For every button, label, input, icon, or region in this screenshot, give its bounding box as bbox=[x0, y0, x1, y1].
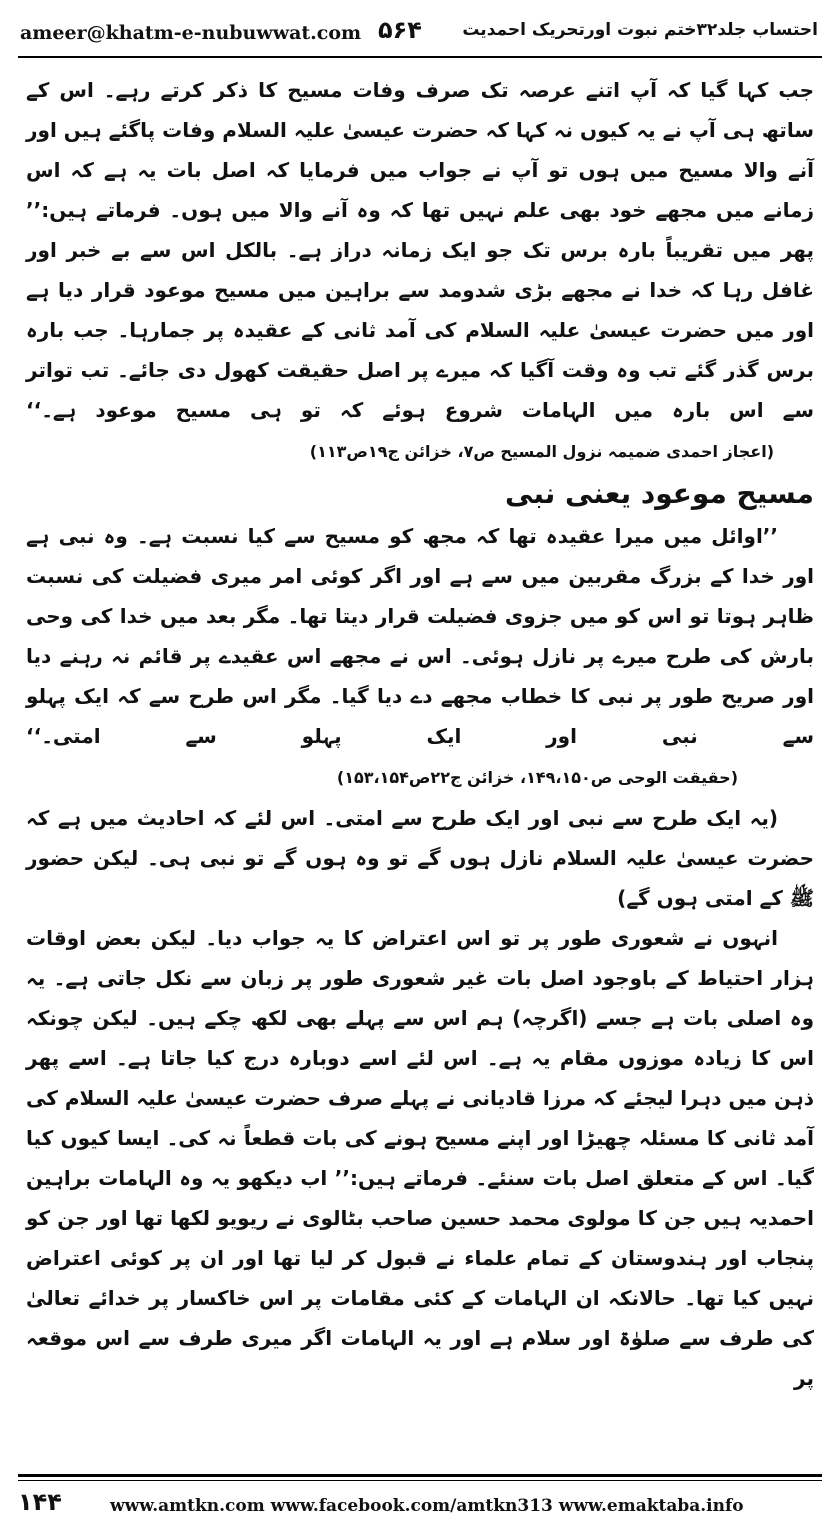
body-paragraph-1 bbox=[26, 70, 814, 472]
header-rule bbox=[18, 56, 822, 58]
footer-page-number: ۱۴۴ bbox=[18, 1488, 62, 1516]
page-body bbox=[26, 70, 814, 1458]
header-email: ameer@khatm-e-nubuwwat.com bbox=[20, 22, 362, 44]
citation-1: (اعجاز احمدی ضمیمہ نزول المسیح ص۷، خزائن ج۱۹ص۱۱۳) bbox=[309, 442, 774, 461]
page-header bbox=[0, 0, 840, 64]
section-heading: مسیح موعود یعنی نبی bbox=[505, 477, 814, 510]
footer-rule-thin bbox=[18, 1480, 822, 1481]
page-footer bbox=[0, 1474, 840, 1540]
body-paragraph-3: (یہ ایک طرح سے نبی اور ایک طرح سے امتی۔ اس لئے کہ احادیث میں ہے کہ حضرت عیسیٰ علیہ السلام نازل ہوں گے تو وہ ہوں گے تو نبی ہی۔ لیکن حضور ﷺ کے امتی ہوں گے) bbox=[26, 806, 814, 910]
body-paragraph-4: انہوں نے شعوری طور پر تو اس اعتراض کا یہ جواب دیا۔ لیکن بعض اوقات ہزار احتیاط کے باوجود اصل بات غیر شعوری طور پر زبان سے نکل جاتی ہے۔ یہ وہ اصلی بات ہے جسے (اگرچہ) ہم اس سے پہلے بھی لکھ چکے ہیں۔ لیکن چونکہ اس کا زیادہ موزوں مقام یہ ہے۔ اس لئے اسے دوبارہ درج کیا جاتا ہے۔ اسے پھر ذہن میں دہرا لیجئے کہ مرزا قادیانی نے پہلے صرف حضرت عیسیٰ علیہ السلام کی آمد ثانی کا مسئلہ چھیڑا اور اپنے مسیح ہونے کی بات قطعاً نہ کی۔ ایسا کیوں کیا گیا۔ اس کے متعلق اصل بات سنئے۔ فرماتے ہیں:’’ اب دیکھو یہ وہ الہامات براہین احمدیہ ہیں جن کا مولوی محمد حسین صاحب بٹالوی نے ریویو لکھا تھا اور جن کو پنجاب اور ہندوستان کے تمام علماء نے قبول کر لیا تھا اور ان پر کوئی اعتراض نہیں کیا تھا۔ حالانکہ ان الہامات کے کئی مقامات پر اس خاکسار پر خدائے تعالیٰ کی طرف سے صلوٰۃ اور سلام ہے اور یہ الہامات اگر میری طرف سے اس موقعہ پر bbox=[26, 926, 814, 1390]
citation-2: (حقیقت الوحی ص۱۴۹،۱۵۰، خزائن ج۲۲ص۱۵۳،۱۵۴) bbox=[336, 768, 738, 787]
footer-links: www.amtkn.com www.facebook.com/amtkn313 www.emaktaba.info bbox=[110, 1496, 744, 1516]
header-page-number: ۵۶۴ bbox=[378, 16, 422, 44]
body-paragraph-2 bbox=[26, 516, 814, 798]
footer-rule-thick bbox=[18, 1474, 822, 1477]
paragraph-2-text: ’’اوائل میں میرا عقیدہ تھا کہ مجھ کو مسیح سے کیا نسبت ہے۔ وہ نبی ہے اور خدا کے بزرگ مقربین میں سے ہے اور اگر کوئی امر میری فضیلت کی نسبت ظاہر ہوتا تو اس کو میں جزوی فضیلت قرار دیتا تھا۔ مگر بعد میں خدا کی وحی بارش کی طرح میرے پر نازل ہوئی۔ اس نے مجھے اس عقیدے پر قائم نہ رہنے دیا اور صریح طور پر نبی کا خطاب مجھے دے دیا گیا۔ مگر اس طرح سے کہ ایک پہلو سے نبی اور ایک پہلو سے امتی۔‘‘ bbox=[26, 524, 814, 748]
paragraph-1-text: جب کہا گیا کہ آپ اتنے عرصہ تک صرف وفات مسیح کا ذکر کرتے رہے۔ اس کے ساتھ ہی آپ نے یہ کیوں نہ کہا کہ حضرت عیسیٰ علیہ السلام وفات پاگئے ہیں اور آنے والا مسیح میں ہوں تو آپ نے جواب میں فرمایا کہ اصل بات یہ ہے کہ اس زمانے میں مجھے خود بھی علم نہیں تھا کہ وہ آنے والا میں ہوں۔ فرماتے ہیں:’’ پھر میں تقریباً بارہ برس تک جو ایک زمانہ دراز ہے۔ بالکل اس سے بے خبر اور غافل رہا کہ خدا نے مجھے بڑی شدومد سے براہین میں مسیح موعود قرار دیا ہے اور میں حضرت عیسیٰ علیہ السلام کی آمد ثانی کے عقیدہ پر جمارہا۔ جب بارہ برس گذر گئے تب وہ وقت آگیا کہ میرے پر اصل حقیقت کھول دی جائے۔ تب تواتر سے اس بارہ میں الہامات شروع ہوئے کہ تو ہی مسیح موعود ہے۔‘‘ bbox=[26, 78, 814, 422]
header-book-title: احتساب جلد۳۲ختم نبوت اورتحریک احمدیت bbox=[462, 20, 818, 40]
